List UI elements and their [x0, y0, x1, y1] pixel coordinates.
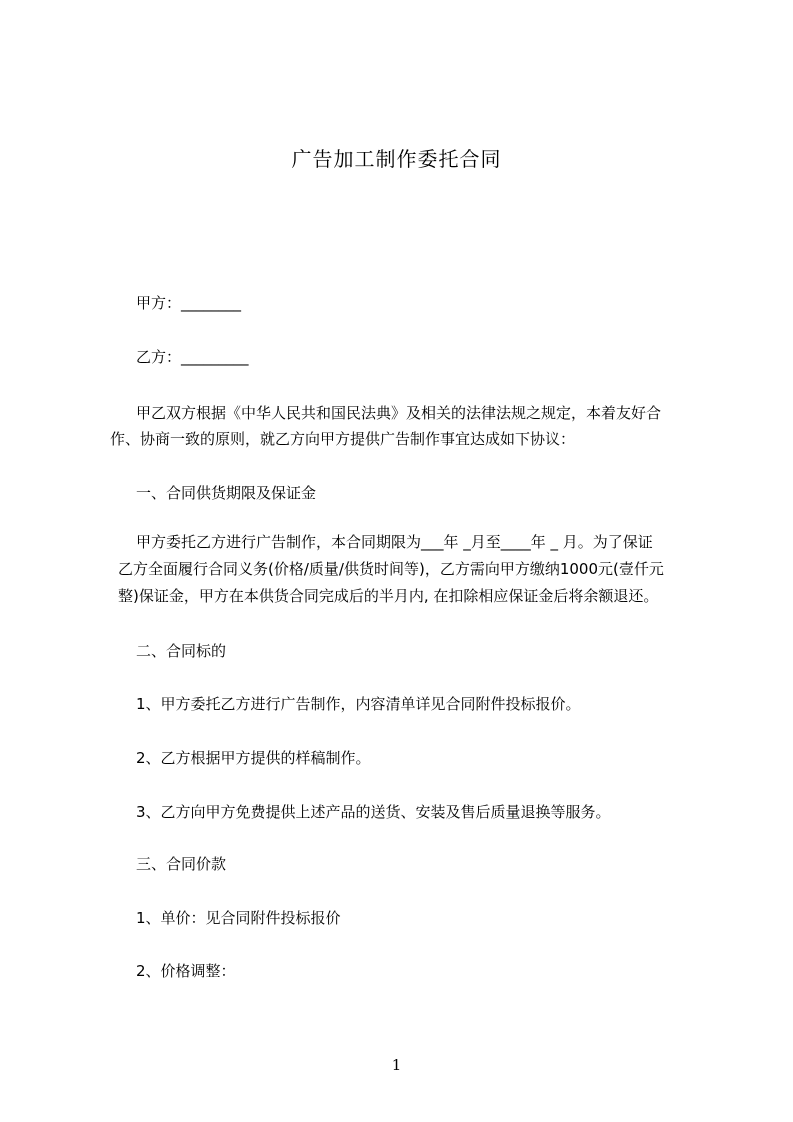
section-3-item-1: 1、单价：见合同附件投标报价: [136, 909, 341, 927]
section-2-item-1: 1、甲方委托乙方进行广告制作，内容清单详见合同附件投标报价。: [136, 695, 581, 713]
section-2-heading: 二、合同标的: [136, 642, 227, 660]
section-2-item-2: 2、乙方根据甲方提供的样稿制作。: [136, 749, 371, 767]
section-1-heading: 一、合同供货期限及保证金: [136, 484, 317, 502]
section-3-item-2: 2、价格调整：: [136, 962, 236, 980]
intro-paragraph-line-1: 甲乙双方根据《中华人民共和国民法典》及相关的法律法规之规定，本着友好合: [136, 404, 662, 422]
section-2-item-3: 3、乙方向甲方免费提供上述产品的送货、安装及售后质量退换等服务。: [136, 803, 611, 821]
section-1-paragraph-line-2: 乙方全面履行合同义务(价格/质量/供货时间等)，乙方需向甲方缴纳1000元(壹仟元: [118, 560, 664, 578]
party-a-line: 甲方：________: [136, 294, 242, 312]
section-1-paragraph-line-1: 甲方委托乙方进行广告制作，本合同期限为___年 _月至____年 _ 月。为了保证: [136, 533, 653, 551]
party-b-line: 乙方：_________: [136, 348, 249, 366]
intro-paragraph-line-2: 作、协商一致的原则，就乙方向甲方提供广告制作事宜达成如下协议：: [110, 430, 576, 448]
page-number: 1: [391, 1056, 402, 1074]
section-3-heading: 三、合同价款: [136, 855, 227, 873]
document-title: 广告加工制作委托合同: [291, 147, 502, 171]
section-1-paragraph-line-3: 整)保证金，甲方在本供货合同完成后的半月内, 在扣除相应保证金后将余额退还。: [118, 587, 659, 605]
